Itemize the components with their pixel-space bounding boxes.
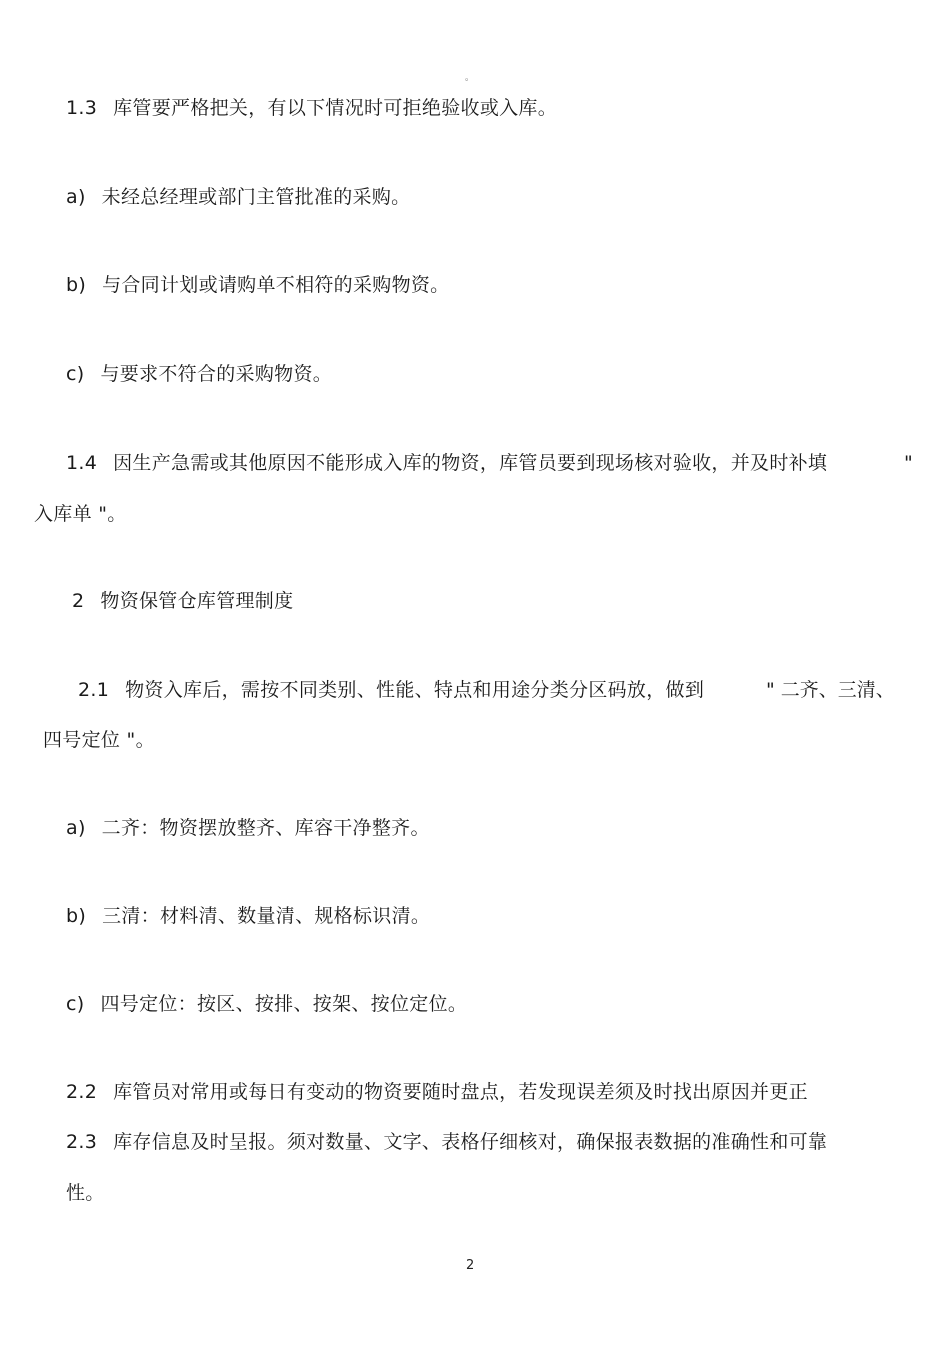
- item-text: 与合同计划或请购单不相符的采购物资。: [102, 274, 450, 296]
- section-number: 2.1: [78, 679, 110, 701]
- section-text: 因生产急需或其他原因不能形成入库的物资，库管员要到现场核对验收，并及时补填: [113, 452, 828, 474]
- list-item-1-3-b: [66, 273, 449, 297]
- section-text: 物资保管仓库管理制度: [100, 590, 294, 612]
- section-1-4-tail: ": [904, 452, 913, 474]
- section-2-1-tail: " 二齐、三清、: [766, 679, 895, 701]
- item-marker: c): [66, 363, 85, 385]
- section-number: 2: [72, 590, 85, 612]
- item-text: 二齐：物资摆放整齐、库容干净整齐。: [101, 817, 430, 839]
- section-number: 1.4: [66, 452, 98, 474]
- item-text: 四号定位：按区、按排、按架、按位定位。: [100, 993, 468, 1015]
- list-item-2-1-a: [66, 816, 430, 840]
- section-text: 物资入库后，需按不同类别、性能、特点和用途分类分区码放，做到: [125, 679, 705, 701]
- item-text: 三清：材料清、数量清、规格标识清。: [102, 905, 431, 927]
- section-1-4-continuation: 入库单 "。: [34, 503, 127, 525]
- section-text: 库管要严格把关，有以下情况时可拒绝验收或入库。: [113, 97, 558, 119]
- page-number: 2: [466, 1258, 475, 1273]
- section-2-2: [66, 1080, 808, 1104]
- item-marker: c): [66, 993, 85, 1015]
- item-marker: b): [66, 905, 87, 927]
- section-2-3: [66, 1130, 827, 1154]
- item-marker: a): [66, 817, 86, 839]
- item-text: 未经总经理或部门主管批准的采购。: [101, 186, 411, 208]
- section-number: 1.3: [66, 97, 98, 119]
- section-2-heading: [72, 589, 293, 613]
- section-2-1-continuation: 四号定位 "。: [43, 729, 155, 751]
- item-marker: b): [66, 274, 87, 296]
- section-2-1: [78, 678, 704, 702]
- section-text: 库存信息及时呈报。须对数量、文字、表格仔细核对，确保报表数据的准确性和可靠: [113, 1131, 828, 1153]
- list-item-2-1-c: [66, 992, 467, 1016]
- section-text: 库管员对常用或每日有变动的物资要随时盘点，若发现误差须及时找出原因并更正: [113, 1081, 808, 1103]
- item-marker: a): [66, 186, 86, 208]
- list-item-1-3-a: [66, 185, 410, 209]
- header-mark: 。: [465, 73, 475, 83]
- section-number: 2.2: [66, 1081, 98, 1103]
- item-text: 与要求不符合的采购物资。: [100, 363, 333, 385]
- list-item-2-1-b: [66, 904, 430, 928]
- list-item-1-3-c: [66, 362, 332, 386]
- section-1-3: [66, 96, 557, 120]
- section-1-4: [66, 451, 827, 475]
- section-number: 2.3: [66, 1131, 98, 1153]
- section-2-3-continuation: 性。: [66, 1182, 105, 1204]
